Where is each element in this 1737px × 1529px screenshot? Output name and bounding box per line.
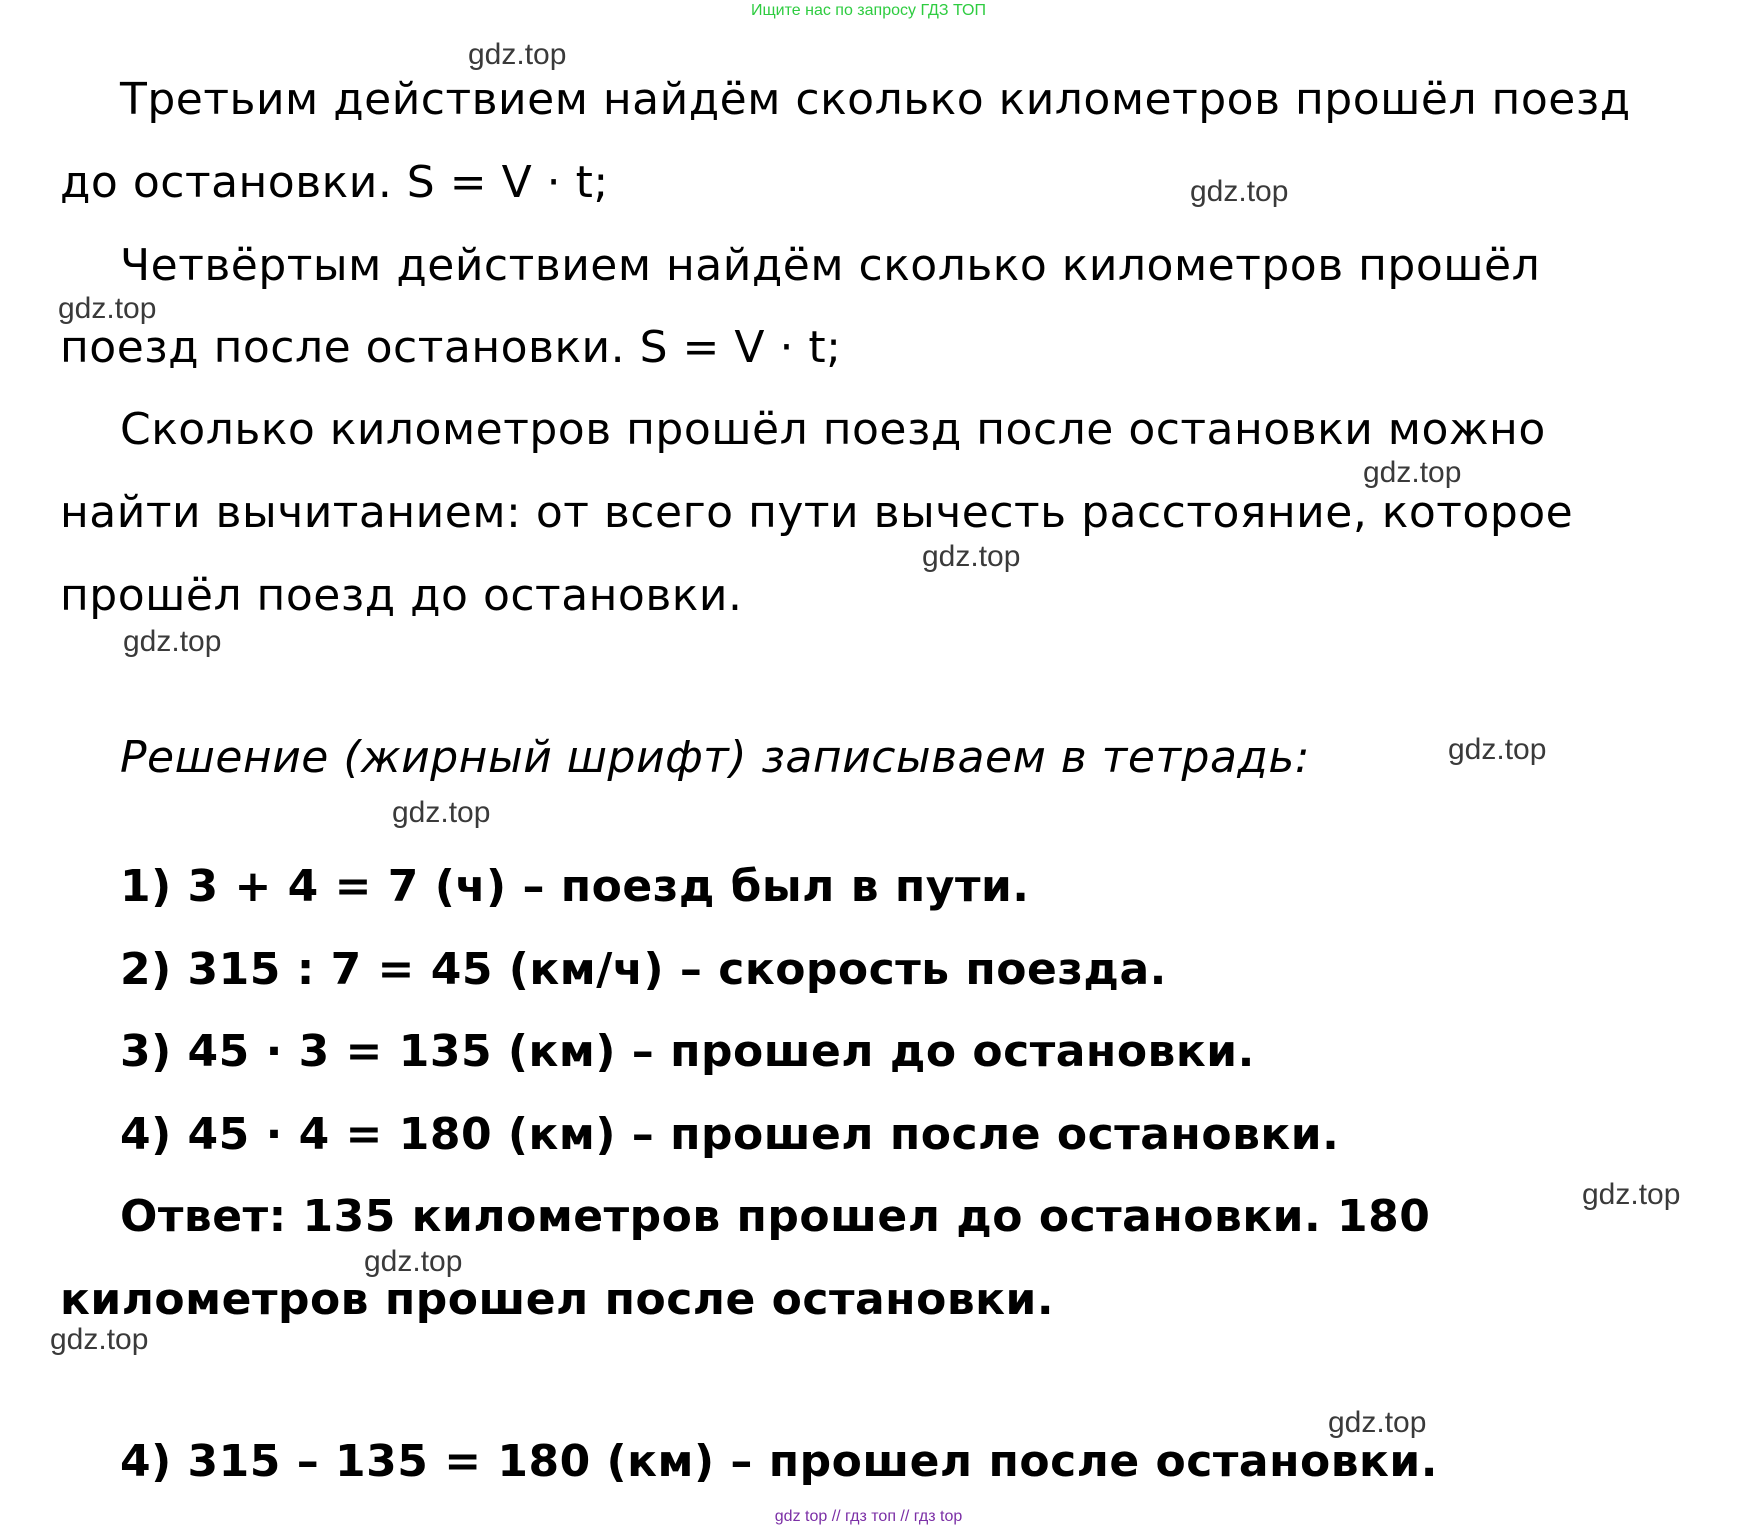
paragraph-3-line-3: прошёл поезд до остановки. <box>60 570 743 621</box>
watermark: gdz.top <box>1582 1178 1681 1211</box>
alternative-step-4: 4) 315 – 135 = 180 (км) – прошел после остановки. <box>120 1436 1438 1487</box>
watermark: gdz.top <box>364 1245 463 1278</box>
watermark: gdz.top <box>1363 456 1462 489</box>
step-2: 2) 315 : 7 = 45 (км/ч) – скорость поезда. <box>120 944 1167 995</box>
paragraph-3-line-2: найти вычитанием: от всего пути вычесть расстояние, которое <box>60 487 1574 538</box>
paragraph-1-line-2: до остановки. S = V · t; <box>60 157 609 208</box>
step-4: 4) 45 · 4 = 180 (км) – прошел после остановки. <box>120 1109 1340 1160</box>
answer-line-1: Ответ: 135 километров прошел до остановки. 180 <box>120 1191 1431 1242</box>
header-note: Ищите нас по запросу ГДЗ ТОП <box>751 2 986 19</box>
step-1: 1) 3 + 4 = 7 (ч) – поезд был в пути. <box>120 861 1030 912</box>
solution-heading: Решение (жирный шрифт) записываем в тетрадь: <box>120 732 1311 783</box>
watermark: gdz.top <box>123 625 222 658</box>
step-3: 3) 45 · 3 = 135 (км) – прошел до остановки. <box>120 1026 1255 1077</box>
footer-note: gdz top // гдз топ // гдз top <box>774 1508 963 1525</box>
watermark: gdz.top <box>392 796 491 829</box>
watermark: gdz.top <box>50 1323 149 1356</box>
watermark: gdz.top <box>922 540 1021 573</box>
paragraph-1-line-1: Третьим действием найдём сколько километров прошёл поезд <box>120 74 1631 125</box>
watermark: gdz.top <box>1328 1406 1427 1439</box>
watermark: gdz.top <box>58 292 157 325</box>
paragraph-2-line-2: поезд после остановки. S = V · t; <box>60 322 842 373</box>
watermark: gdz.top <box>468 38 567 71</box>
paragraph-3-line-1: Сколько километров прошёл поезд после остановки можно <box>120 404 1546 455</box>
watermark: gdz.top <box>1190 175 1289 208</box>
watermark: gdz.top <box>1448 733 1547 766</box>
answer-line-2: километров прошел после остановки. <box>60 1274 1055 1325</box>
paragraph-2-line-1: Четвёртым действием найдём сколько километров прошёл <box>120 240 1541 291</box>
